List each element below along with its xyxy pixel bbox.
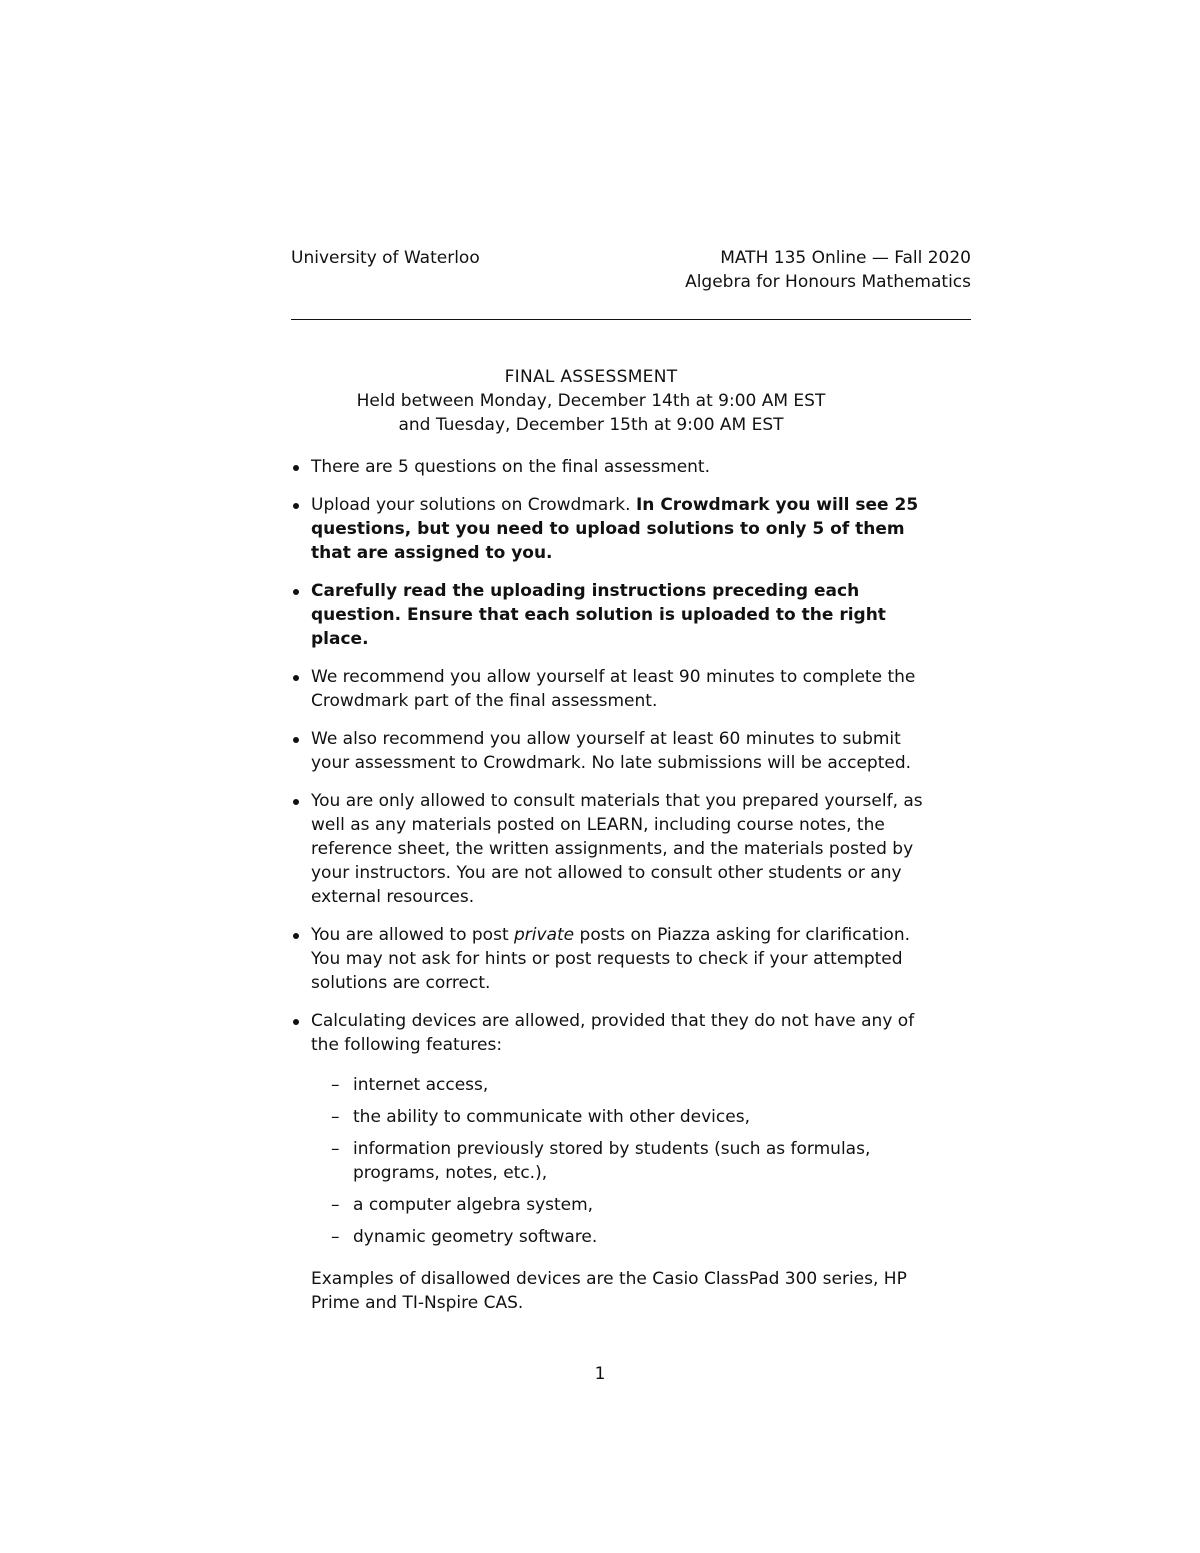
feature-text: the ability to communicate with other devices, [353, 1107, 750, 1127]
course-info [685, 246, 971, 294]
instruction-text: posts on Piazza asking for clarification. You may not ask for hints or post requests to check if your attempted solutions are correct. [311, 925, 910, 993]
instruction-item [291, 789, 938, 909]
instruction-text-italic: private [514, 925, 575, 945]
instruction-text: Calculating devices are allowed, provided that they do not have any of the following features: [311, 1011, 915, 1055]
instructions-list [291, 455, 938, 1329]
instruction-text: You are only allowed to consult materials that you prepared yourself, as well as any materials posted on LEARN, including course notes, the reference sheet, the written assignments, and the materials posted by your instructors. You are not allowed to consult other students or any external resources. [311, 791, 923, 907]
feature-item [331, 1073, 938, 1097]
feature-item [331, 1137, 938, 1185]
feature-text: internet access, [353, 1075, 489, 1095]
disallowed-features-list [331, 1073, 938, 1249]
feature-text: a computer algebra system, [353, 1195, 594, 1215]
page-number: 1 [594, 1364, 606, 1384]
feature-item [331, 1193, 938, 1217]
bullet-icon [293, 933, 299, 939]
bullet-icon [293, 1019, 299, 1025]
instruction-item [291, 1009, 938, 1315]
instruction-item [291, 923, 938, 995]
dash-icon: – [331, 1107, 340, 1127]
bullet-icon [293, 465, 299, 471]
instruction-text: Upload your solutions on Crowdmark. [311, 495, 636, 515]
disallowed-devices-examples: Examples of disallowed devices are the Casio ClassPad 300 series, HP Prime and TI-Nspire CAS. [311, 1269, 907, 1313]
dash-icon: – [331, 1195, 340, 1215]
dash-icon: – [331, 1227, 340, 1247]
instruction-text: You are allowed to post [311, 925, 515, 945]
feature-text: dynamic geometry software. [353, 1227, 598, 1247]
instruction-text: We recommend you allow yourself at least 90 minutes to complete the Crowdmark part of the final assessment. [311, 667, 916, 711]
feature-item [331, 1105, 938, 1129]
course-title: Algebra for Honours Mathematics [685, 272, 971, 292]
dash-icon: – [331, 1139, 340, 1159]
assessment-title-block [291, 365, 891, 437]
university-name: University of Waterloo [291, 248, 480, 268]
dash-icon: – [331, 1075, 340, 1095]
feature-item [331, 1225, 938, 1249]
bullet-icon [293, 675, 299, 681]
bullet-icon [293, 503, 299, 509]
instruction-text: We also recommend you allow yourself at least 60 minutes to submit your assessment to Crowdmark. No late submissions will be accepted. [311, 729, 912, 773]
instruction-item [291, 493, 938, 565]
instruction-item [291, 665, 938, 713]
instruction-item [291, 727, 938, 775]
assessment-title: FINAL ASSESSMENT [504, 367, 678, 387]
instruction-item [291, 579, 938, 651]
assessment-window-line2: and Tuesday, December 15th at 9:00 AM EST [398, 415, 784, 435]
instruction-item [291, 455, 938, 479]
course-code: MATH 135 Online — Fall 2020 [720, 248, 971, 268]
bullet-icon [293, 589, 299, 595]
header-rule [291, 319, 971, 320]
instruction-text: There are 5 questions on the final assessment. [311, 457, 710, 477]
page-header [291, 246, 971, 296]
bullet-icon [293, 799, 299, 805]
assessment-window-line1: Held between Monday, December 14th at 9:00 AM EST [356, 391, 826, 411]
instruction-text-bold: Carefully read the uploading instructions preceding each question. Ensure that each solution is uploaded to the right place. [311, 581, 886, 649]
feature-text: information previously stored by students (such as formulas, programs, notes, etc.), [353, 1139, 871, 1183]
instruction-text-bold: In Crowdmark you will see 25 questions, but you need to upload solutions to only 5 of them that are assigned to you. [311, 495, 919, 563]
bullet-icon [293, 737, 299, 743]
